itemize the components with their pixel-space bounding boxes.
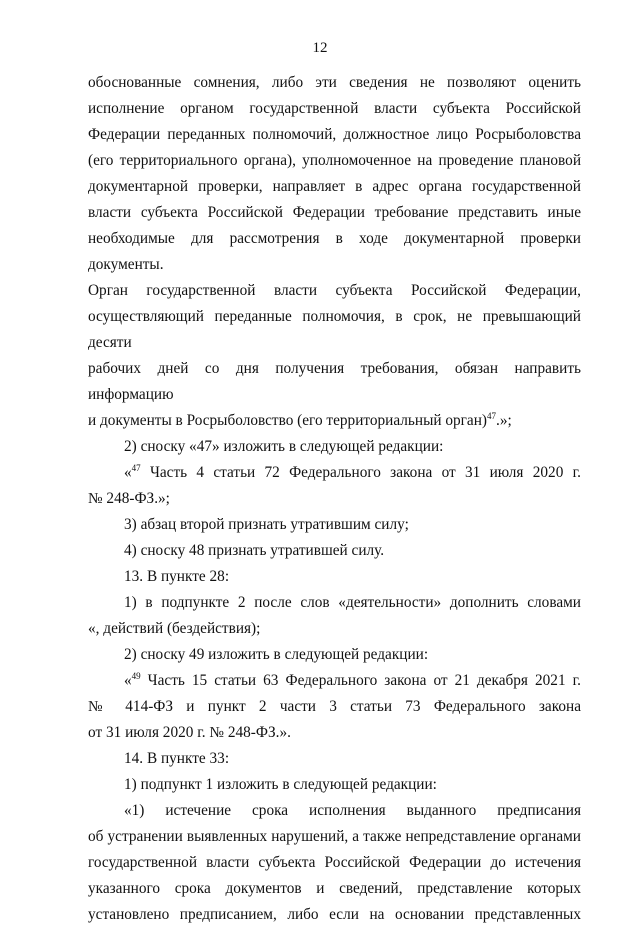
- quote-open: «: [124, 464, 132, 481]
- text-line: Федерации переданных полномочий, должностное лицо Росрыболовства: [88, 126, 581, 143]
- paragraph-14-1-text: [88, 798, 581, 928]
- paragraph-footnote-47: [88, 460, 581, 512]
- text-line: об устранении выявленных нарушений, а также непредставление органами: [88, 828, 581, 845]
- text-line: [88, 668, 581, 694]
- text-line: необходимые для рассмотрения в ходе документарной проверки документы.: [88, 230, 581, 273]
- footnote-ref: 49: [131, 671, 141, 681]
- text-line: [88, 408, 581, 434]
- paragraph-14-1: 1) подпункт 1 изложить в следующей редакции:: [124, 776, 437, 793]
- text-line: осуществляющий переданные полномочия, в срок, не превышающий десяти: [88, 308, 581, 351]
- text-line: исполнение органом государственной власти субъекта Российской: [88, 100, 581, 117]
- paragraph-amendment-3: 3) абзац второй признать утратившим силу;: [124, 516, 409, 533]
- text-line: установлено предписанием, либо если на основании представленных: [88, 906, 581, 923]
- document-body: [88, 70, 581, 928]
- quote-open: «: [124, 672, 132, 689]
- paragraph-amendment-2: 2) сноску «47» изложить в следующей редакции:: [124, 438, 444, 455]
- paragraph-footnote-49: [88, 668, 581, 746]
- text-fragment: Часть 15 статьи 63 Федерального закона от 21 декабря 2021 г.: [140, 672, 581, 689]
- paragraph-continuation: [88, 70, 581, 434]
- text-line: 1) в подпункте 2 после слов «деятельности» дополнить словами: [124, 594, 581, 611]
- text-line: [88, 460, 581, 486]
- paragraph-amendment-4: 4) сноску 48 признать утратившей силу.: [124, 542, 385, 559]
- text-line: от 31 июля 2020 г. № 248-ФЗ.».: [88, 724, 291, 741]
- text-line: «, действий (бездействия);: [88, 620, 261, 637]
- text-fragment: Часть 4 статьи 72 Федерального закона от 31 июля 2020 г.: [140, 464, 581, 481]
- text-line: Орган государственной власти субъекта Российской Федерации,: [88, 282, 581, 299]
- text-line: № 414-ФЗ и пункт 2 части 3 статьи 73 Федерального закона: [88, 698, 581, 715]
- paragraph-13-1: [88, 590, 581, 642]
- paragraph-13-2: 2) сноску 49 изложить в следующей редакции:: [124, 646, 429, 663]
- text-line: «1) истечение срока исполнения выданного предписания: [124, 802, 581, 819]
- text-fragment: и документы в Росрыболовство (его территориальный орган): [88, 412, 487, 429]
- text-line: власти субъекта Российской Федерации требование представить иные: [88, 204, 581, 221]
- footnote-ref: 47: [487, 411, 496, 421]
- text-fragment: .»;: [496, 412, 512, 429]
- text-line: государственной власти субъекта Российской Федерации до истечения: [88, 854, 581, 871]
- text-line: (его территориального органа), уполномоченное на проведение плановой: [88, 152, 581, 169]
- section-14-heading: 14. В пункте 33:: [124, 750, 230, 767]
- page-number: 12: [312, 40, 328, 56]
- section-13-heading: 13. В пункте 28:: [124, 568, 230, 585]
- text-line: № 248-ФЗ.»;: [88, 490, 170, 507]
- text-line: обоснованные сомнения, либо эти сведения не позволяют оценить: [88, 74, 581, 91]
- footnote-ref: 47: [131, 463, 141, 473]
- text-line: указанного срока документов и сведений, представление которых: [88, 880, 581, 897]
- text-line: документарной проверки, направляет в адрес органа государственной: [88, 178, 581, 195]
- text-line: рабочих дней со дня получения требования, обязан направить информацию: [88, 360, 581, 403]
